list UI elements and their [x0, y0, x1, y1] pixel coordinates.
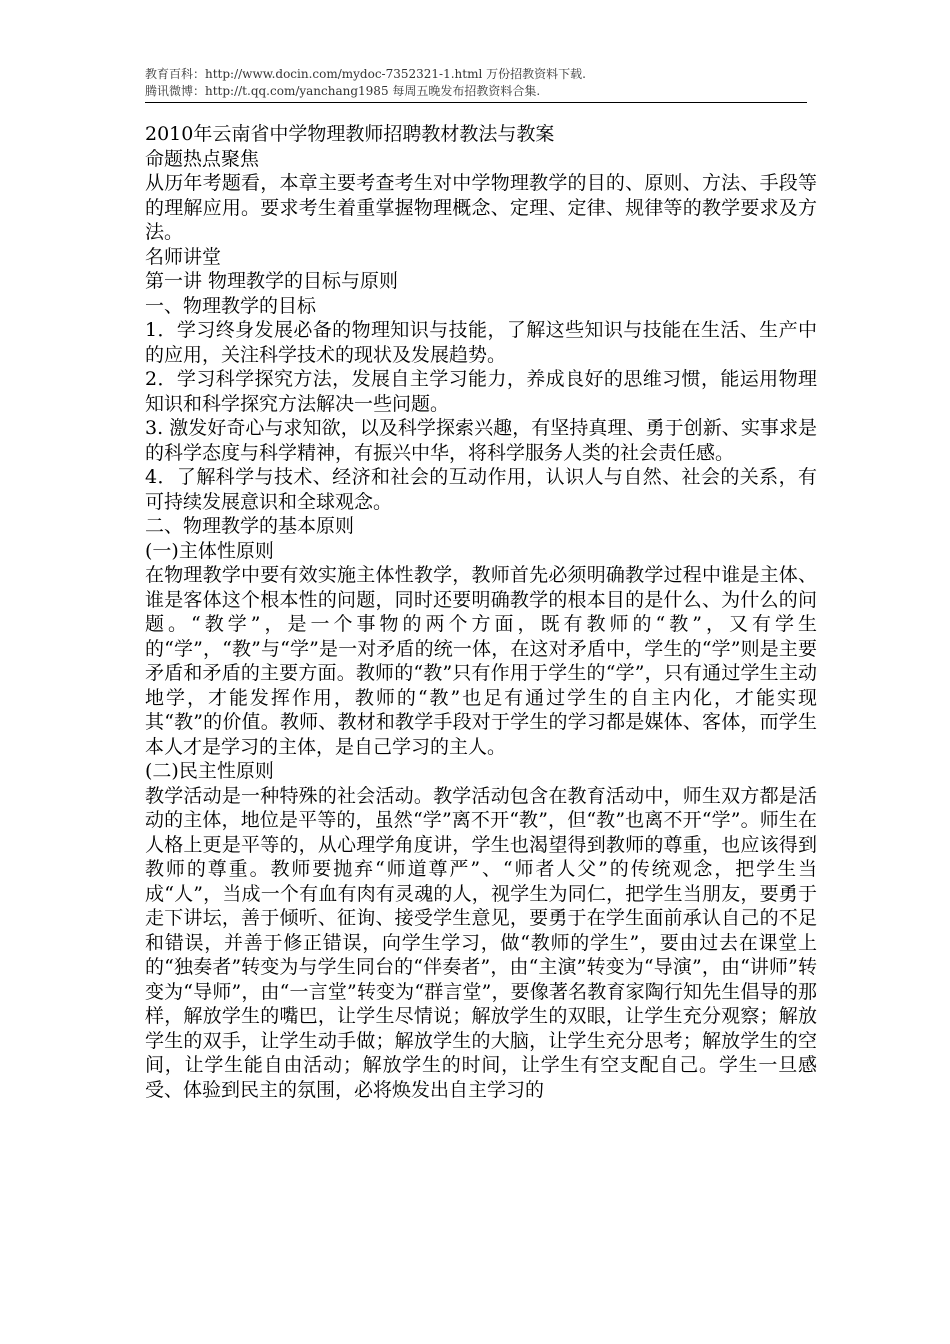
section-heading-lecture: 名师讲堂 — [145, 245, 222, 268]
document-title: 2010年云南省中学物理教师招聘教材教法与教案 — [145, 123, 555, 145]
section-heading-focus: 命题热点聚焦 — [145, 147, 260, 170]
part2-heading: 二、物理教学的基本原则 — [145, 515, 355, 537]
principle2-paragraph: 教学活动是一种特殊的社会活动。教学活动包含在教育活动中，师生双方都是活动的主体，地位是平等的，虽然“学”离不开“教”，但“教”也离不开“学”。师生在人格上更是平等的，从心理学角度讲，学生也渴望得到教师的尊重，也应该得到教师的尊重。教师要抛弃“师道尊严”、“师者人父”的传统观念，把学生当成“人”，当成一个有血有肉有灵魂的人，视学生为同仁，把学生当朋友，要勇于走下讲坛，善于倾听、征询、接受学生意见，要勇于在学生面前承认自己的不足和错误，并善于修正错误，向学生学习，做“教师的学生”，要由过去在课堂上的“独奏者”转变为与学生同台的“伴奏者”，由“主演”转变为“导演”，由“讲师”转变为“导师”，由“一言堂”转变为“群言堂”，要像著名教育家陶行知先生倡导的那样，解放学生的嘴巴，让学生尽情说；解放学生的双眼，让学生充分观察；解放学生的双手，让学生动手做；解放学生的大脑，让学生充分思考；解放学生的空间，让学生能自由活动；解放学生的时间，让学生有空支配自己。学生一旦感受、体验到民主的氛围，必将焕发出自主学习的 — [145, 784, 817, 1101]
principle1-paragraph: 在物理教学中要有效实施主体性教学，教师首先必须明确教学过程中谁是主体、谁是客体这个根本性的问题，同时还要明确教学的根本目的是什么、为什么的问题。“教学”，是一个事物的两个方面，既有教师的“教”，又有学生的“学”，“教”与“学”是一对矛盾的统一体，在这对矛盾中，学生的“学”则是主要矛盾和矛盾的主要方面。教师的“教”只有作用于学生的“学”，只有通过学生主动地学，才能发挥作用，教师的“教”也足有通过学生的自主内化，才能实现其“教”的价值。教师、教材和教学手段对于学生的学习都是媒体、客体，而学生本人才是学习的主体，是自己学习的主人。 — [145, 564, 817, 758]
focus-paragraph: 从历年考题看，本章主要考查考生对中学物理教学的目的、原则、方法、手段等的理解应用。要求考生着重掌握物理概念、定理、定律、规律等的教学要求及方法。 — [145, 172, 817, 243]
lecture-title: 第一讲 物理教学的目标与原则 — [145, 270, 399, 292]
header-divider — [145, 102, 807, 103]
part1-heading: 一、物理教学的目标 — [145, 294, 317, 317]
goal-item-2: 2．学习科学探究方法，发展自主学习能力，养成良好的思维习惯，能运用物理知识和科学探究方法解决一些问题。 — [145, 368, 817, 415]
header-docin-link[interactable]: 教育百科：http://www.docin.com/mydoc-7352321-1.html 万份招教资料下载. — [145, 67, 586, 81]
goal-item-3: 3. 激发好奇心与求知欲，以及科学探索兴趣，有坚持真理、勇于创新、实事求是的科学态度与科学精神，有振兴中华，将科学服务人类的社会责任感。 — [145, 417, 817, 464]
principle2-heading: (二)民主性原则 — [145, 760, 274, 782]
header-weibo-link[interactable]: 腾讯微博：http://t.qq.com/yanchang1985 每周五晚发布招教资料合集. — [145, 84, 541, 98]
goal-item-1: 1．学习终身发展必备的物理知识与技能，了解这些知识与技能在生活、生产中的应用，关注科学技术的现状及发展趋势。 — [145, 319, 817, 366]
goal-item-4: 4．了解科学与技术、经济和社会的互动作用，认识人与自然、社会的关系，有可持续发展意识和全球观念。 — [145, 466, 817, 513]
page-header — [145, 66, 807, 100]
document-body — [145, 122, 817, 1102]
principle1-heading: (一)主体性原则 — [145, 539, 274, 562]
